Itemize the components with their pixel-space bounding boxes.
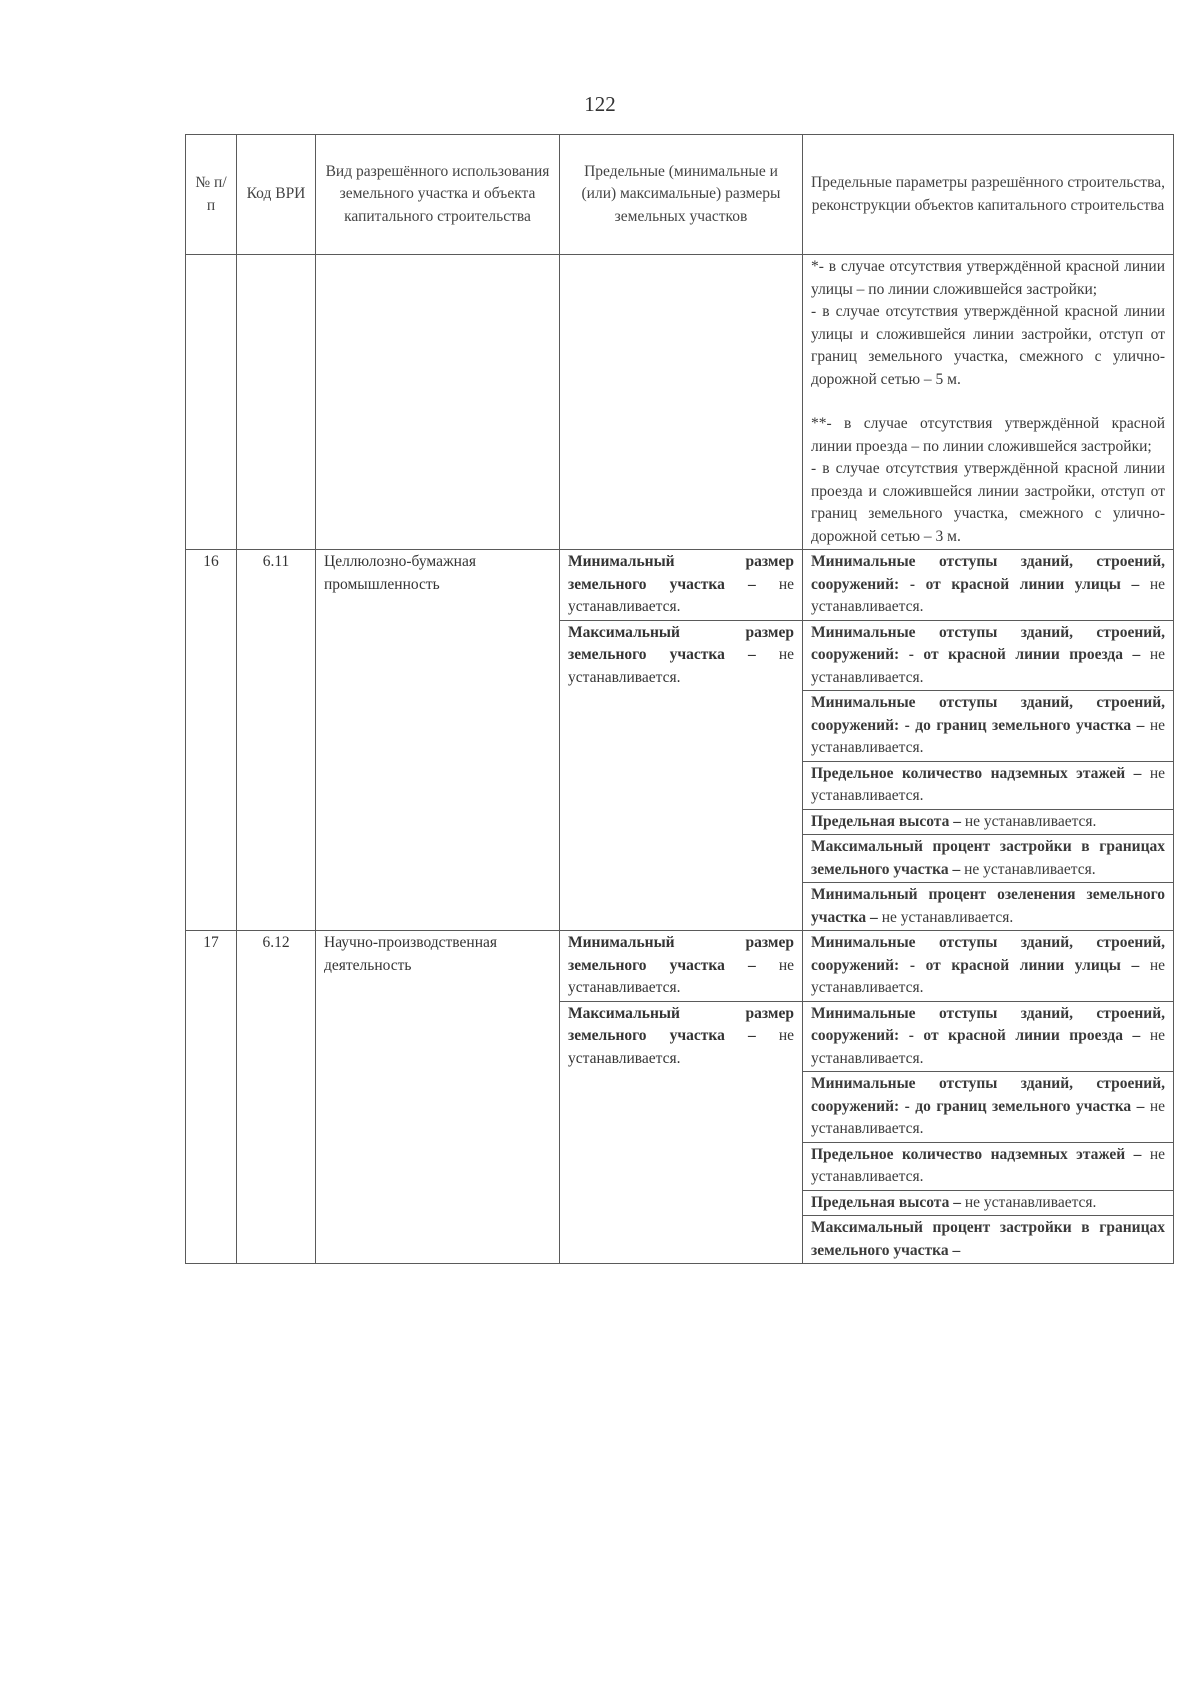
min-size-cell — [560, 550, 803, 621]
cell-empty — [560, 255, 803, 550]
regulations-table — [185, 134, 1173, 1264]
param-label: Минимальные отступы зданий, строений, сооружений: - от красной линии проезда – — [811, 623, 1165, 663]
max-size-cell — [560, 620, 803, 931]
param-value: не устанавливается. — [881, 908, 1014, 926]
param-cell — [803, 1072, 1174, 1143]
param-label: Минимальные отступы зданий, строений, сооружений: - от красной линии улицы – — [811, 934, 1165, 974]
param-cell — [803, 620, 1174, 691]
note-passage-b: - в случае отсутствия утверждённой красной линии проезда и сложившейся линии застройки, отступ от границ земельного участка, смежного с улично-дорожной сетью – 3 м. — [811, 460, 1165, 545]
param-value: не устанавливается. — [811, 1097, 1166, 1137]
min-size-value: не устанавливается. — [568, 956, 795, 996]
param-value: не устанавливается. — [811, 956, 1166, 996]
param-cell — [803, 1190, 1174, 1216]
param-cell — [803, 835, 1174, 883]
max-size-label: Максимальный размер земельного участка – — [568, 623, 794, 663]
param-value: не устанавливается. — [811, 764, 1166, 804]
param-cell — [803, 550, 1174, 621]
header-number: № п/п — [186, 135, 237, 255]
note-passage-a: **- в случае отсутствия утверждённой красной линии проезда – по линии сложившейся застройки; — [811, 415, 1165, 455]
row-code: 6.11 — [237, 550, 316, 931]
row-kind: Целлюлозно-бумажная промышленность — [316, 550, 560, 931]
continuation-row — [186, 255, 1174, 550]
param-value: не устанавливается. — [811, 1027, 1165, 1067]
param-label: Минимальные отступы зданий, строений, сооружений: - от красной линии улицы – — [811, 553, 1165, 593]
param-label: Максимальный процент застройки в границах земельного участка – — [811, 838, 1165, 878]
param-cell — [803, 883, 1174, 931]
page-number: 122 — [584, 92, 616, 116]
param-value: не устанавливается. — [964, 860, 1096, 878]
cell-empty — [186, 255, 237, 550]
param-label: Минимальные отступы зданий, строений, сооружений: - от красной линии проезда – — [811, 1004, 1165, 1044]
param-label: Максимальный процент застройки в границах земельного участка – — [811, 1219, 1165, 1259]
param-cell — [803, 1001, 1174, 1072]
max-size-value: не устанавливается. — [568, 646, 795, 686]
max-size-value: не устанавливается. — [568, 1027, 795, 1067]
param-label: Предельное количество надземных этажей – — [811, 1145, 1142, 1163]
min-size-value: не устанавливается. — [568, 575, 795, 615]
param-label: Предельное количество надземных этажей – — [811, 764, 1142, 782]
header-code: Код ВРИ — [237, 135, 316, 255]
table-row — [186, 931, 1174, 1002]
param-value: не устанавливается. — [964, 812, 1097, 830]
cell-empty — [237, 255, 316, 550]
param-label: Минимальный процент озеленения земельного участка – — [811, 886, 1165, 926]
row-number: 16 — [186, 550, 237, 931]
param-label: Предельная высота – — [811, 812, 961, 830]
header-kind: Вид разрешённого использования земельного участка и объекта капитального строительства — [316, 135, 560, 255]
param-value: не устанавливается. — [964, 1193, 1097, 1211]
param-cell — [803, 809, 1174, 835]
min-size-label: Минимальный размер земельного участка – — [568, 553, 794, 593]
param-cell — [803, 1216, 1174, 1264]
table-header-row — [186, 135, 1174, 255]
param-cell — [803, 691, 1174, 762]
row-number: 17 — [186, 931, 237, 1264]
param-label: Предельная высота – — [811, 1193, 961, 1211]
continuation-notes — [803, 255, 1174, 550]
param-label: Минимальные отступы зданий, строений, сооружений: - до границ земельного участка – — [811, 1075, 1165, 1115]
param-value: не устанавливается. — [811, 575, 1166, 615]
note-street-a: *- в случае отсутствия утверждённой красной линии улицы – по линии сложившейся застройки; — [811, 258, 1165, 298]
header-params: Предельные параметры разрешённого строительства, реконструкции объектов капитального строительства — [803, 135, 1174, 255]
param-value: не устанавливается. — [811, 1145, 1166, 1185]
note-street-b: - в случае отсутствия утверждённой красной линии улицы и сложившейся линии застройки, отступ от границ земельного участка, смежного с улично-дорожной сетью – 5 м. — [811, 303, 1165, 388]
param-value: не устанавливается. — [811, 716, 1166, 756]
param-cell — [803, 761, 1174, 809]
param-cell — [803, 1142, 1174, 1190]
min-size-cell — [560, 931, 803, 1002]
row-code: 6.12 — [237, 931, 316, 1264]
min-size-label: Минимальный размер земельного участка – — [568, 934, 794, 974]
cell-empty — [316, 255, 560, 550]
param-label: Минимальные отступы зданий, строений, сооружений: - до границ земельного участка – — [811, 694, 1165, 734]
parameters-table — [185, 134, 1174, 1264]
row-kind: Научно-производственная деятельность — [316, 931, 560, 1264]
max-size-label: Максимальный размер земельного участка – — [568, 1004, 794, 1044]
table-row — [186, 550, 1174, 621]
header-sizes: Предельные (минимальные и (или) максимальные) размеры земельных участков — [560, 135, 803, 255]
param-cell — [803, 931, 1174, 1002]
max-size-cell — [560, 1001, 803, 1264]
param-value: не устанавливается. — [811, 646, 1165, 686]
